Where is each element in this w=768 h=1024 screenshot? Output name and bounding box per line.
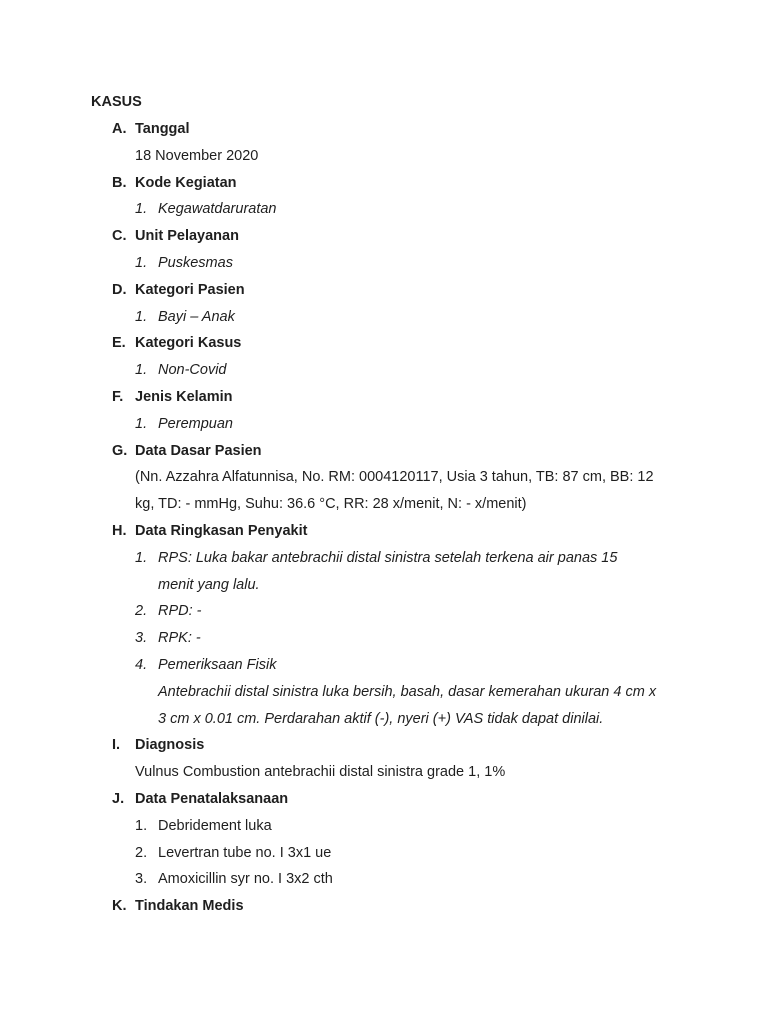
list-item-text: Pemeriksaan Fisik bbox=[158, 656, 277, 673]
section-letter: K. bbox=[112, 898, 127, 915]
section-list bbox=[0, 120, 768, 924]
list-number: 1. bbox=[135, 308, 148, 325]
section-heading bbox=[0, 388, 768, 415]
section-a bbox=[0, 120, 768, 174]
list-item-text: Perempuan bbox=[158, 415, 233, 432]
section-i bbox=[0, 736, 768, 790]
list-item-text: Amoxicillin syr no. I 3x2 cth bbox=[158, 871, 333, 888]
section-h bbox=[0, 522, 768, 736]
list-item-text: RPK: - bbox=[158, 630, 201, 647]
text-line: (Nn. Azzahra Alfatunnisa, No. RM: 0004120117, Usia 3 tahun, TB: 87 cm, BB: 12 bbox=[135, 469, 654, 486]
list-number: 1. bbox=[135, 254, 148, 271]
list-item-text: RPD: - bbox=[158, 603, 202, 620]
section-heading bbox=[0, 174, 768, 201]
section-label: Data Ringkasan Penyakit bbox=[135, 522, 308, 539]
section-heading bbox=[0, 120, 768, 147]
section-label: Data Penatalaksanaan bbox=[135, 790, 289, 807]
list-item-text: Puskesmas bbox=[158, 254, 233, 271]
section-letter: D. bbox=[112, 281, 127, 298]
section-c bbox=[0, 227, 768, 281]
section-text bbox=[0, 468, 768, 522]
list-number: 2. bbox=[135, 844, 148, 861]
list-number: 1. bbox=[135, 817, 148, 834]
section-letter: I. bbox=[112, 737, 121, 754]
list-item bbox=[0, 817, 768, 844]
list-item-text: Antebrachii distal sinistra luka bersih, basah, dasar kemerahan ukuran 4 cm x bbox=[158, 683, 657, 700]
section-e bbox=[0, 334, 768, 388]
section-label: Kategori Pasien bbox=[135, 281, 245, 298]
document-title: KASUS bbox=[91, 94, 142, 110]
section-j bbox=[0, 790, 768, 897]
section-label: Tindakan Medis bbox=[135, 898, 244, 915]
section-heading bbox=[0, 334, 768, 361]
section-f bbox=[0, 388, 768, 442]
section-label: Kategori Kasus bbox=[135, 335, 242, 352]
list-number: 3. bbox=[135, 871, 148, 888]
list-item-text: Bayi – Anak bbox=[158, 308, 235, 325]
text-line: Vulnus Combustion antebrachii distal sinistra grade 1, 1% bbox=[135, 764, 506, 781]
list-item bbox=[0, 415, 768, 442]
section-heading bbox=[0, 281, 768, 308]
list-item bbox=[0, 308, 768, 335]
section-label: Jenis Kelamin bbox=[135, 388, 233, 405]
text-line: 18 November 2020 bbox=[135, 147, 259, 164]
list-item bbox=[0, 200, 768, 227]
section-label: Tanggal bbox=[135, 121, 190, 137]
section-letter: F. bbox=[112, 388, 124, 405]
section-letter: B. bbox=[112, 174, 127, 191]
list-item-text: 3 cm x 0.01 cm. Perdarahan aktif (-), nyeri (+) VAS tidak dapat dinilai. bbox=[158, 710, 604, 727]
list-number: 1. bbox=[135, 549, 148, 566]
section-label: Data Dasar Pasien bbox=[135, 442, 262, 459]
section-label: Diagnosis bbox=[135, 737, 205, 754]
list-number: 1. bbox=[135, 362, 148, 379]
list-number: 3. bbox=[135, 630, 148, 647]
section-b bbox=[0, 174, 768, 228]
section-letter: G. bbox=[112, 442, 128, 459]
section-text bbox=[0, 147, 768, 174]
section-letter: J. bbox=[112, 790, 125, 807]
list-item bbox=[0, 656, 768, 736]
section-letter: E. bbox=[112, 335, 126, 352]
list-item bbox=[0, 254, 768, 281]
list-item-text: Debridement luka bbox=[158, 817, 272, 834]
section-heading bbox=[0, 442, 768, 469]
section-label: Unit Pelayanan bbox=[135, 228, 239, 245]
section-label: Kode Kegiatan bbox=[135, 174, 237, 191]
section-k bbox=[0, 897, 768, 924]
section-heading bbox=[0, 736, 768, 763]
list-item bbox=[0, 870, 768, 897]
list-item-text: RPS: Luka bakar antebrachii distal sinistra setelah terkena air panas 15 bbox=[158, 549, 618, 566]
section-text bbox=[0, 763, 768, 790]
section-letter: C. bbox=[112, 228, 127, 245]
list-item-text: Kegawatdaruratan bbox=[158, 201, 277, 218]
section-heading bbox=[0, 897, 768, 924]
text-line: kg, TD: - mmHg, Suhu: 36.6 °C, RR: 28 x/menit, N: - x/menit) bbox=[135, 496, 527, 513]
list-item-text: Levertran tube no. I 3x1 ue bbox=[158, 844, 332, 861]
section-g bbox=[0, 442, 768, 522]
list-item-text: Non-Covid bbox=[158, 362, 227, 379]
list-item-text: menit yang lalu. bbox=[158, 576, 260, 593]
section-heading bbox=[0, 522, 768, 549]
list-item bbox=[0, 844, 768, 871]
section-heading bbox=[0, 790, 768, 817]
list-item bbox=[0, 361, 768, 388]
list-item bbox=[0, 549, 768, 603]
list-number: 2. bbox=[135, 603, 148, 620]
list-number: 1. bbox=[135, 415, 148, 432]
list-number: 4. bbox=[135, 656, 148, 673]
section-d bbox=[0, 281, 768, 335]
list-item bbox=[0, 602, 768, 629]
section-letter: H. bbox=[112, 522, 127, 539]
section-heading bbox=[0, 227, 768, 254]
list-item bbox=[0, 629, 768, 656]
list-number: 1. bbox=[135, 201, 148, 218]
section-letter: A. bbox=[112, 121, 127, 137]
